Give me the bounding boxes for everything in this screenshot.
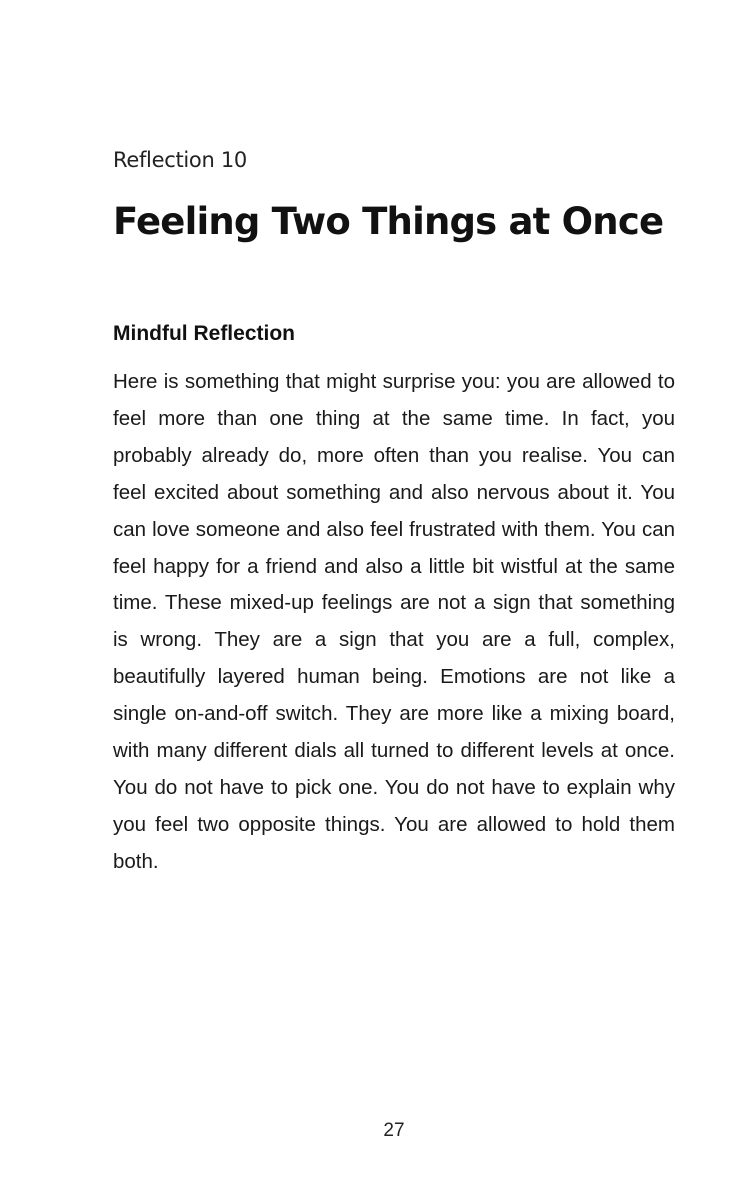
- page-title: Feeling Two Things at Once: [113, 200, 664, 243]
- page-number: 27: [383, 1120, 405, 1141]
- section-heading: Mindful Reflection: [113, 322, 295, 345]
- reflection-label: Reflection 10: [113, 148, 247, 172]
- book-page: [113, 0, 675, 1200]
- body-paragraph: Here is something that might surprise you: you are allowed to feel more than one thing at the same time. In fact, you probably already do, more often than you realise. You can feel excited about something and also nervous about it. You can love someone and also feel frustrated with them. You can feel happy for a friend and also a little bit wistful at the same time. These mixed-up feelings are not a sign that something is wrong. They are a sign that you are a full, complex, beautifully layered human being. Emotions are not like a single on-and-off switch. They are more like a mixing board, with many different dials all turned to different levels at once. You do not have to pick one. You do not have to explain why you feel two opposite things. You are allowed to hold them both.: [113, 370, 675, 873]
